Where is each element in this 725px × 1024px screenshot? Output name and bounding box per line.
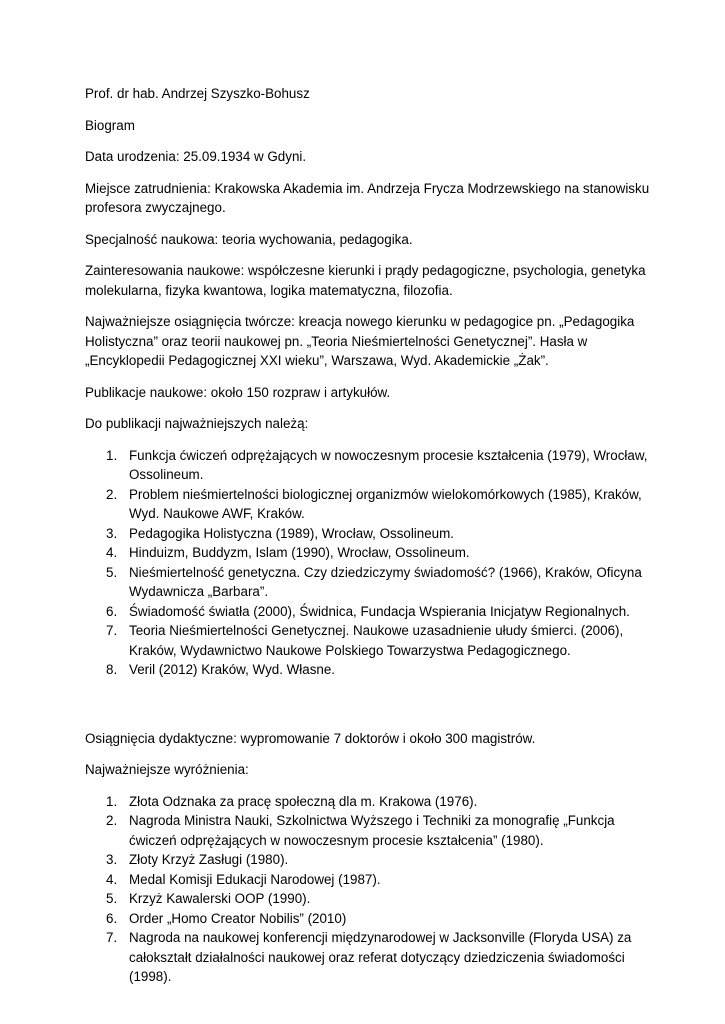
list-text: Złoty Krzyż Zasługi (1980).: [129, 852, 289, 867]
workplace: Miejsce zatrudnienia: Krakowska Akademia im. Andrzeja Frycza Modrzewskiego na stanowisku profesora zwyczajnego.: [85, 180, 650, 215]
list-text: Świadomość światła (2000), Świdnica, Fundacja Wspierania Inicjatyw Regionalnych.: [129, 603, 630, 619]
list-item: [85, 446, 653, 485]
list-text: Hinduizm, Buddyzm, Islam (1990), Wrocław, Ossolineum.: [129, 545, 470, 560]
list-number: 3.: [106, 525, 118, 541]
interests: Zainteresowania naukowe: współczesne kierunki i prądy pedagogiczne, psychologia, genetyka molekularna, fizyka kwantowa, logika matematyczna, filozofia.: [85, 263, 646, 298]
author-name: Prof. dr hab. Andrzej Szyszko-Bohusz: [85, 86, 310, 101]
list-number: 2.: [106, 813, 118, 828]
didactic-achievements: Osiągnięcia dydaktyczne: wypromowanie 7 doktorów i około 300 magistrów.: [85, 730, 536, 746]
list-number: 3.: [106, 852, 118, 867]
specialty: Specjalność naukowa: teoria wychowania, pedagogika.: [85, 231, 413, 247]
list-text: Nieśmiertelność genetyczna. Czy dziedziczymy świadomość? (1966), Kraków, Oficyna Wydawnicza „Barbara”.: [129, 564, 642, 599]
list-number: 6.: [106, 603, 118, 619]
list-item: [85, 543, 653, 563]
document-page: [85, 84, 653, 999]
list-text: Medal Komisji Edukacji Narodowej (1987).: [129, 871, 381, 887]
awards-list: [85, 792, 653, 987]
list-text: Krzyż Kawalerski OOP (1990).: [129, 891, 311, 906]
list-number: 2.: [106, 486, 118, 502]
list-number: 8.: [106, 662, 118, 677]
list-text: Teoria Nieśmiertelności Genetycznej. Naukowe uzasadnienie ułudy śmierci. (2006), Kraków, Wydawnictwo Naukowe Polskiego Towarzystwa Pedagogicznego.: [129, 623, 624, 658]
list-number: 4.: [106, 545, 118, 560]
list-text: Złota Odznaka za pracę społeczną dla m. Krakowa (1976).: [129, 793, 478, 809]
list-item: [85, 928, 653, 987]
list-item: [85, 850, 653, 870]
list-item: [85, 889, 653, 909]
awards-intro: Najważniejsze wyróżnienia:: [85, 762, 249, 777]
list-text: Nagroda na naukowej konferencji międzynarodowej w Jacksonville (Floryda USA) za całokształt działalności naukowej oraz referat dotyczący dziedziczenia świadomości (1998).: [129, 930, 632, 984]
list-number: 5.: [106, 891, 118, 906]
publications-count: Publikacje naukowe: około 150 rozpraw i artykułów.: [85, 384, 391, 400]
list-item: [85, 909, 653, 929]
list-text: Order „Homo Creator Nobilis” (2010): [129, 910, 347, 926]
list-text: Problem nieśmiertelności biologicznej organizmów wielokomórkowych (1985), Kraków, Wyd. Naukowe AWF, Kraków.: [129, 486, 642, 521]
achievements: Najważniejsze osiągnięcia twórcze: kreacja nowego kierunku w pedagogice pn. „Pedagogika Holistyczna” oraz teorii naukowej pn. „Teoria Nieśmiertelności Genetycznej”. Hasła w „Encyklopedii Pedagogicznej XXI wieku”, Warszawa, Wyd. Akademickie „Żak”.: [85, 314, 635, 368]
list-item: [85, 563, 653, 602]
list-number: 7.: [106, 623, 118, 638]
list-item: [85, 792, 653, 812]
list-item: [85, 602, 653, 622]
list-item: [85, 485, 653, 524]
list-number: 7.: [106, 930, 118, 945]
publications-list: [85, 446, 653, 680]
list-number: 1.: [106, 447, 118, 463]
list-item: [85, 660, 653, 680]
blank-spacer: [85, 692, 653, 729]
list-number: 4.: [106, 871, 118, 887]
publications-intro: Do publikacji najważniejszych należą:: [85, 416, 309, 431]
list-text: Funkcja ćwiczeń odprężających w nowoczesnym procesie kształcenia (1979), Wrocław, Ossolineum.: [129, 447, 648, 482]
list-item: [85, 870, 653, 890]
list-number: 6.: [106, 910, 118, 926]
list-number: 1.: [106, 793, 118, 809]
list-item: [85, 621, 653, 660]
birth-date: Data urodzenia: 25.09.1934 w Gdyni.: [85, 149, 307, 164]
list-text: Veril (2012) Kraków, Wyd. Własne.: [129, 662, 336, 677]
list-number: 5.: [106, 564, 118, 580]
list-item: [85, 524, 653, 544]
list-item: [85, 811, 653, 850]
list-text: Pedagogika Holistyczna (1989), Wrocław, Ossolineum.: [129, 525, 454, 541]
list-text: Nagroda Ministra Nauki, Szkolnictwa Wyższego i Techniki za monografię „Funkcja ćwiczeń odprężających w nowoczesnym procesie kształcenia” (1980).: [129, 813, 615, 848]
section-title: Biogram: [85, 117, 135, 133]
